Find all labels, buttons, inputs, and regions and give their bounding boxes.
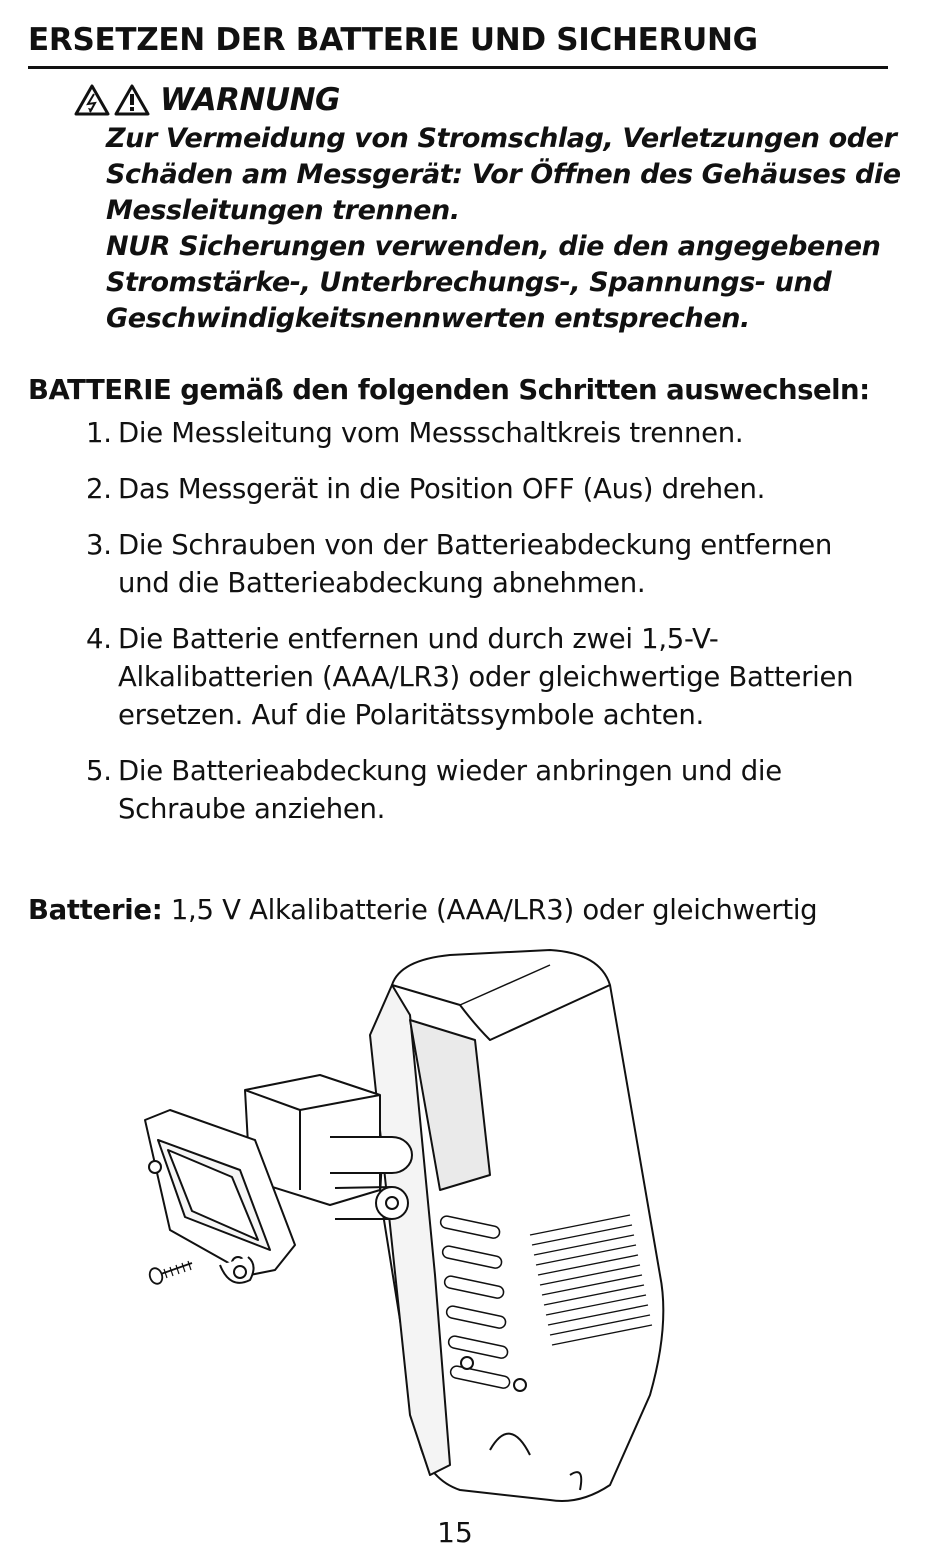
warning-header [74,82,340,118]
screw [148,1261,192,1286]
list-item [86,752,896,828]
page-number: 15 [437,1516,473,1549]
warning-text [106,121,906,337]
warning-label: WARNUNG [160,82,340,118]
warning-line: NUR Sicherungen verwenden, die den angegebenen Stromstärke-, Unterbrechungs-, Spannungs- und Geschwindigkeitsnennwerten entsprechen. [106,231,881,334]
warning-line: Zur Vermeidung von Stromschlag, Verletzungen oder Schäden am Messgerät: Vor Öffnen des Gehäuses die Messleitungen trennen. [106,123,901,226]
step-number: 5. [86,755,112,787]
step-text: Die Batterieabdeckung wieder anbringen und die Schraube anziehen. [118,755,782,825]
list-item [86,526,896,602]
steps-list [86,414,896,828]
list-item [86,414,896,452]
battery-spec [28,894,817,926]
step-number: 4. [86,623,112,655]
spec-value: 1,5 V Alkalibatterie (AAA/LR3) oder gleichwertig [170,894,818,926]
step-number: 1. [86,417,112,449]
battery-replacement-illustration [130,945,690,1505]
step-text: Das Messgerät in die Position OFF (Aus) drehen. [118,473,766,505]
caution-triangle-icon [114,84,150,116]
step-text: Die Batterie entfernen und durch zwei 1,5-V-Alkalibatterien (AAA/LR3) oder gleichwertige Batterien ersetzen. Auf die Polaritätssymbole achten. [118,623,854,731]
step-number: 2. [86,473,112,505]
step-text: Die Schrauben von der Batterieabdeckung entfernen und die Batterieabdeckung abnehmen. [118,529,832,599]
page-title: ERSETZEN DER BATTERIE UND SICHERUNG [28,22,888,69]
step-number: 3. [86,529,112,561]
electric-shock-warning-icon [74,84,110,116]
list-item [86,470,896,508]
list-item [86,620,896,734]
step-text: Die Messleitung vom Messschaltkreis trennen. [118,417,744,449]
spec-label: Batterie: [28,894,163,926]
battery-heading: BATTERIE gemäß den folgenden Schritten auswechseln: [28,374,870,406]
